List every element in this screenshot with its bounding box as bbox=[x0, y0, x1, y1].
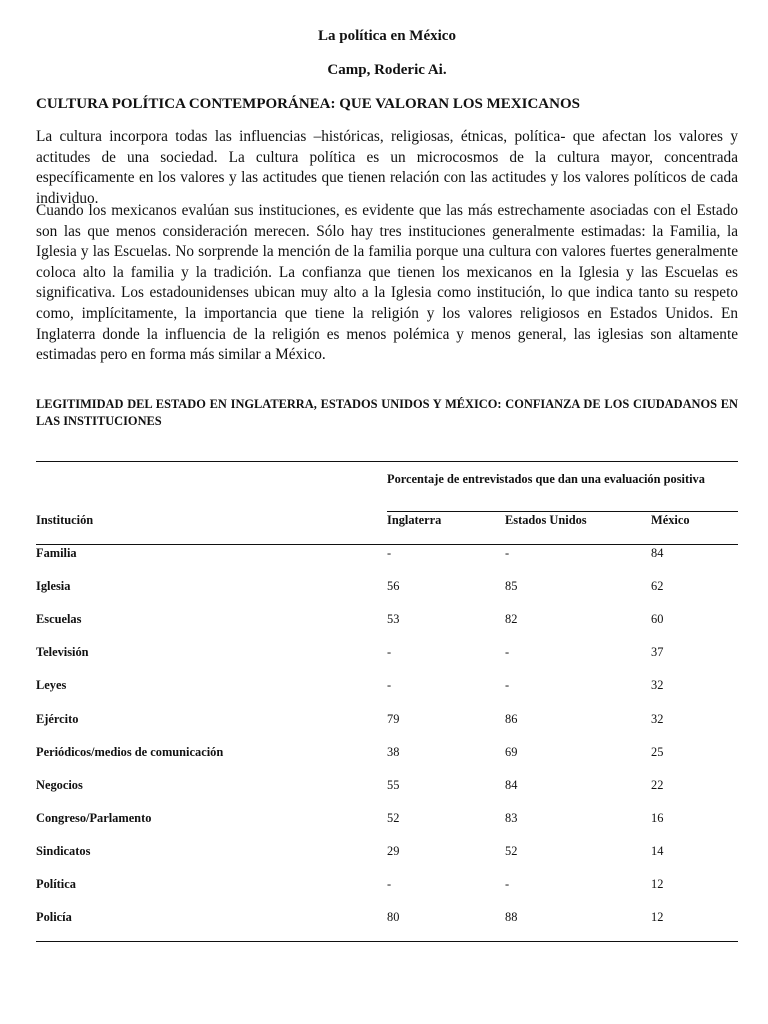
cell-england: - bbox=[387, 877, 392, 891]
table-title: LEGITIMIDAD DEL ESTADO EN INGLATERRA, ESTADOS UNIDOS Y MÉXICO: CONFIANZA DE LOS CIUDADANOS EN LAS INSTITUCIONES bbox=[36, 397, 738, 428]
cell-institution: Leyes bbox=[36, 678, 67, 693]
table-top-rule bbox=[36, 461, 738, 462]
cell-institution: Sindicatos bbox=[36, 843, 91, 858]
cell-institution: Periódicos/medios de comunicación bbox=[36, 744, 224, 759]
cell-england: - bbox=[387, 645, 392, 660]
cell-mexico: 32 bbox=[651, 711, 664, 726]
cell-usa: - bbox=[505, 877, 510, 891]
table-spanner-header: Porcentaje de entrevistados que dan una evaluación positiva bbox=[387, 472, 705, 486]
cell-mexico: 84 bbox=[651, 546, 664, 560]
cell-england: 38 bbox=[387, 744, 400, 759]
header-england: Inglaterra bbox=[387, 513, 442, 527]
cell-institution: Iglesia bbox=[36, 579, 71, 594]
cell-england: 29 bbox=[387, 843, 400, 858]
cell-england: - bbox=[387, 546, 392, 560]
cell-institution: Política bbox=[36, 877, 76, 891]
cell-institution: Congreso/Parlamento bbox=[36, 810, 152, 825]
table-row bbox=[36, 711, 738, 729]
cell-usa: 84 bbox=[505, 777, 518, 792]
header-usa: Estados Unidos bbox=[505, 513, 587, 527]
cell-mexico: 14 bbox=[651, 843, 664, 858]
table-row bbox=[36, 909, 738, 927]
cell-mexico: 60 bbox=[651, 612, 664, 627]
table-row bbox=[36, 611, 738, 629]
header-institution: Institución bbox=[36, 513, 94, 527]
cell-mexico: 25 bbox=[651, 744, 664, 759]
section-heading: CULTURA POLÍTICA CONTEMPORÁNEA: QUE VALORAN LOS MEXICANOS bbox=[36, 96, 580, 112]
cell-usa: - bbox=[505, 546, 510, 560]
cell-institution: Televisión bbox=[36, 645, 89, 660]
cell-usa: 86 bbox=[505, 711, 518, 726]
cell-mexico: 37 bbox=[651, 645, 664, 660]
cell-mexico: 16 bbox=[651, 810, 664, 825]
document-title: La política en México bbox=[318, 28, 456, 44]
cell-institution: Escuelas bbox=[36, 612, 82, 627]
table-bottom-rule bbox=[36, 941, 738, 942]
table-row bbox=[36, 777, 738, 795]
cell-england: 55 bbox=[387, 777, 400, 792]
cell-usa: 69 bbox=[505, 744, 518, 759]
table-row bbox=[36, 677, 738, 695]
cell-mexico: 32 bbox=[651, 678, 664, 693]
cell-institution: Negocios bbox=[36, 777, 83, 792]
cell-usa: 82 bbox=[505, 612, 518, 627]
document-author: Camp, Roderic Ai. bbox=[327, 62, 447, 78]
table-row bbox=[36, 578, 738, 596]
cell-mexico: 62 bbox=[651, 579, 664, 594]
table-row bbox=[36, 810, 738, 828]
cell-usa: - bbox=[505, 678, 510, 693]
table-row bbox=[36, 545, 738, 563]
header-mexico: México bbox=[651, 513, 690, 527]
cell-england: 56 bbox=[387, 579, 400, 594]
table-row bbox=[36, 876, 738, 894]
cell-england: 79 bbox=[387, 711, 400, 726]
cell-england: 52 bbox=[387, 810, 400, 825]
cell-institution: Policía bbox=[36, 910, 72, 925]
cell-usa: - bbox=[505, 645, 510, 660]
cell-usa: 88 bbox=[505, 910, 518, 925]
cell-usa: 85 bbox=[505, 579, 518, 594]
cell-england: - bbox=[387, 678, 392, 693]
cell-institution: Ejército bbox=[36, 711, 79, 726]
table-row bbox=[36, 744, 738, 762]
cell-usa: 52 bbox=[505, 843, 518, 858]
cell-mexico: 22 bbox=[651, 777, 664, 792]
cell-england: 80 bbox=[387, 910, 400, 925]
cell-mexico: 12 bbox=[651, 877, 664, 891]
paragraph-institutions: Cuando los mexicanos evalúan sus instituciones, es evidente que las más estrechamente asociadas con el Estado son las que menos consideración merecen. Sólo hay tres instituciones generalmente estimadas: la Familia, la Iglesia y las Escuelas. No sorprende la mención de la familia porque una cultura con valores fuertes generalmente coloca alto la familia y la tradición. La confianza que tienen los mexicanos en la Iglesia y las Escuelas es significativa. Los estadounidenses ubican muy alto a la Iglesia como institución, lo que indica tanto su respeto como, implícitamente, la importancia que tiene la religión y los valores religiosos en Estados Unidos. En Inglaterra donde la influencia de la religión es menos polémica y menos general, las iglesias son altamente estimadas pero en forma más similar a México. bbox=[36, 202, 738, 364]
cell-england: 53 bbox=[387, 612, 400, 627]
table-row bbox=[36, 644, 738, 662]
paragraph-culture: La cultura incorpora todas las influencias –históricas, religiosas, étnicas, política- que afectan los valores y actitudes de una sociedad. La cultura política es un microcosmos de la cultura mayor, concentrada específicamente en los valores y las actitudes que tienen relación con las actitudes y los valores políticos de cada individuo. bbox=[36, 128, 738, 207]
cell-usa: 83 bbox=[505, 810, 518, 825]
table-row bbox=[36, 843, 738, 861]
cell-mexico: 12 bbox=[651, 910, 664, 925]
cell-institution: Familia bbox=[36, 546, 77, 560]
